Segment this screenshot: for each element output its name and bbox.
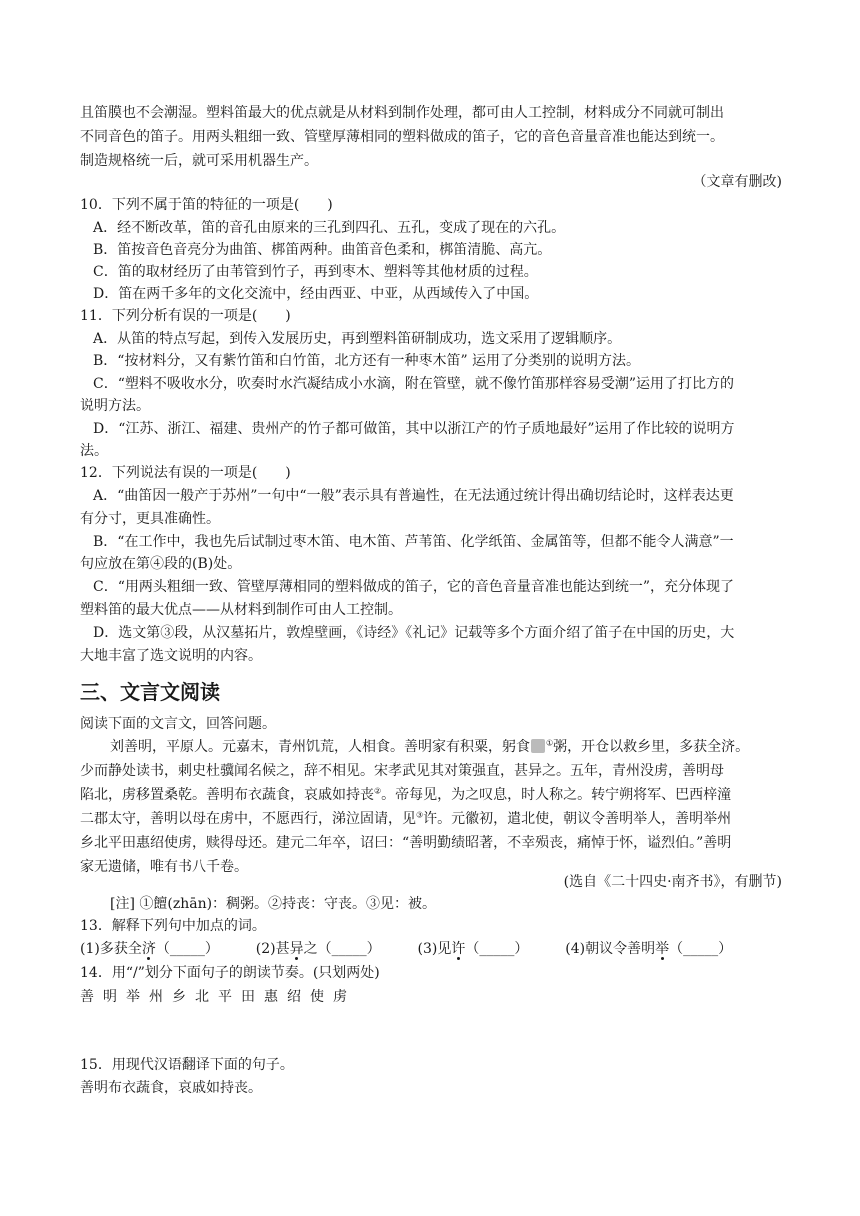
passage-source: （文章有删改) xyxy=(692,174,782,190)
question-12-option-c: C．“用两头粗细一致、管壁厚薄相同的塑料做成的笛子，它的音色音量音准也能达到统一”，充分体现了 xyxy=(93,579,735,595)
q13-item-4-text: (4)朝议令善明 xyxy=(565,941,656,957)
q13-item-4 xyxy=(565,941,732,957)
classical-text-line: 少而静处读书，刺史杜骥闻名候之，辞不相见。宋孝武见其对策强直，甚异之。五年，青州没虏，善明母 xyxy=(80,763,724,779)
question-10-stem: 10．下列不属于笛的特征的一项是( ) xyxy=(80,197,333,213)
q13-item-2 xyxy=(256,941,381,957)
classical-text-line: 乡北平田惠绍使虏，赎得母还。建元二年卒，诏曰：“善明勤绩昭著，不幸殒丧，痛悼于怀，谥烈伯。”善明 xyxy=(80,835,732,851)
question-11-stem: 11．下列分析有误的一项是( ) xyxy=(80,308,291,324)
q13-item-3-blank[interactable]: （_____） xyxy=(465,941,529,957)
classical-text-part: 许。元徽初，遣北使，朝议令善明举人，善明举州 xyxy=(423,811,732,827)
question-11-option-a: A．从笛的特点写起，到传入发展历史，再到塑料笛研制成功，选文采用了逻辑顺序。 xyxy=(93,331,622,347)
question-12-option-d-cont: 大地丰富了选文说明的内容。 xyxy=(80,648,262,664)
question-10-option-b: B．笛按音色音亮分为曲笛、梆笛两种。曲笛音色柔和，梆笛清脆、高亢。 xyxy=(93,242,552,258)
question-10-option-c: C．笛的取材经历了由苇管到竹子，再到枣木、塑料等其他材质的过程。 xyxy=(93,264,538,280)
question-13-stem: 13．解释下列句中加点的词。 xyxy=(80,918,266,934)
q13-item-2-text: 之 xyxy=(303,941,318,957)
question-15-stem: 15．用现代汉语翻译下面的句子。 xyxy=(80,1057,294,1073)
question-15-sentence: 善明布衣蔬食，哀戚如持丧。 xyxy=(80,1080,262,1096)
q13-item-2-text: (2)甚 xyxy=(255,941,290,957)
q13-item-2-blank[interactable]: （_____） xyxy=(317,941,381,957)
q13-item-4-dotted-word: 举 xyxy=(655,941,670,957)
footnote-marker: ③ xyxy=(416,810,424,820)
question-14-stem: 14．用“/”划分下面句子的朗读节奏。(只划两处) xyxy=(80,965,380,981)
q13-item-2-dotted-word: 异 xyxy=(289,941,304,957)
question-12-option-a: A．“曲笛因一般产于苏州”一句中“一般”表示具有普遍性，在无法通过统计得出确切结论时，这样表达更 xyxy=(93,488,734,504)
passage-line: 不同音色的笛子。用两头粗细一致、管壁厚薄相同的塑料做成的笛子，它的音色音量音准也能达到统一。 xyxy=(80,129,724,145)
question-11-option-d: D．“江苏、浙江、福建、贵州产的竹子都可做笛，其中以浙江产的竹子质地最好”运用了作比较的说明方 xyxy=(93,421,735,437)
classical-text-line: 家无遗储，唯有书八千卷。 xyxy=(80,859,248,875)
section-title: 三、文言文阅读 xyxy=(80,680,220,704)
question-10-option-a: A．经不断改革，笛的音孔由原来的三孔到四孔、五孔，变成了现在的六孔。 xyxy=(93,220,566,236)
footnote-marker: ② xyxy=(374,786,382,796)
q13-item-3-text: (3)见 xyxy=(417,941,452,957)
q13-item-1-dotted-word: 济 xyxy=(141,941,156,957)
question-12-option-d: D．选文第③段，从汉墓拓片，敦煌壁画，《诗经》《礼记》记载等多个方面介绍了笛子在中国的历史，大 xyxy=(93,625,735,641)
question-14-sentence[interactable]: 善明举州乡北平田惠绍使虏 xyxy=(80,989,356,1005)
footnote-marker: ① xyxy=(546,738,554,748)
question-12-option-b: B．“在工作中，我也先后试制过枣木笛、电木笛、芦苇笛、化学纸笛、金属笛等，但都不能令人满意”一 xyxy=(93,534,734,550)
classical-text-part: 。帝每见，为之叹息，时人称之。转宁朔将军、巴西梓潼 xyxy=(381,787,732,803)
question-11-option-c: C．“塑料不吸收水分，吹奏时水汽凝结成小水滴，附在管壁，就不像竹笛那样容易受潮”运用了打比方的 xyxy=(93,376,735,392)
classical-text-part: 刘善明，平原人。元嘉末，青州饥荒，人相食。善明家有积粟，躬食 xyxy=(110,739,530,755)
q13-item-1-text: (1)多获全 xyxy=(80,941,142,957)
question-11-option-d-cont: 法。 xyxy=(80,443,108,459)
passage-line: 且笛膜也不会潮湿。塑料笛最大的优点就是从材料到制作处理，都可由人工控制，材料成分不同就可制出 xyxy=(80,105,724,121)
question-12-option-c-cont: 塑料笛的最大优点——从材料到制作可由人工控制。 xyxy=(80,602,402,618)
classical-text-line xyxy=(80,808,731,830)
passage-line: 制造规格统一后，就可采用机器生产。 xyxy=(80,153,318,169)
question-11-option-c-cont: 说明方法。 xyxy=(80,398,150,414)
q13-item-1 xyxy=(80,941,219,957)
classical-text-part: 粥，开仓以救乡里，多获全济。 xyxy=(553,739,750,755)
classical-annotation: [注] ①饘(zhān)：稠粥。②持丧：守丧。③见：被。 xyxy=(110,896,437,912)
classical-text-part: 二郡太守，善明以母在虏中，不愿西行，涕泣固请，见 xyxy=(80,811,416,827)
q13-item-3 xyxy=(418,941,529,957)
question-12-stem: 12．下列说法有误的一项是( ) xyxy=(80,465,291,481)
reading-instruction: 阅读下面的文言文，回答问题。 xyxy=(80,716,276,732)
question-13-items xyxy=(80,938,732,960)
q13-item-1-blank[interactable]: （_____） xyxy=(155,941,219,957)
question-12-option-a-cont: 有分寸，更具准确性。 xyxy=(80,511,220,527)
classical-text-line xyxy=(110,736,749,758)
classical-text-part: 陷北，虏移置桑乾。善明布衣蔬食，哀戚如持丧 xyxy=(80,787,374,803)
rare-character-glyph xyxy=(531,739,545,753)
classical-text-line xyxy=(80,784,731,806)
question-10-option-d: D．笛在两千多年的文化交流中，经由西亚、中亚，从西域传入了中国。 xyxy=(93,286,539,302)
q13-item-3-dotted-word: 许 xyxy=(451,941,466,957)
q13-item-4-blank[interactable]: （_____） xyxy=(669,941,733,957)
question-11-option-b: B．“按材料分，又有紫竹笛和白竹笛，北方还有一种枣木笛” 运用了分类别的说明方法。 xyxy=(93,353,641,369)
classical-source: (选自《二十四史·南齐书》，有删节) xyxy=(563,874,782,890)
question-12-option-b-cont: 句应放在第④段的(B)处。 xyxy=(80,556,242,572)
